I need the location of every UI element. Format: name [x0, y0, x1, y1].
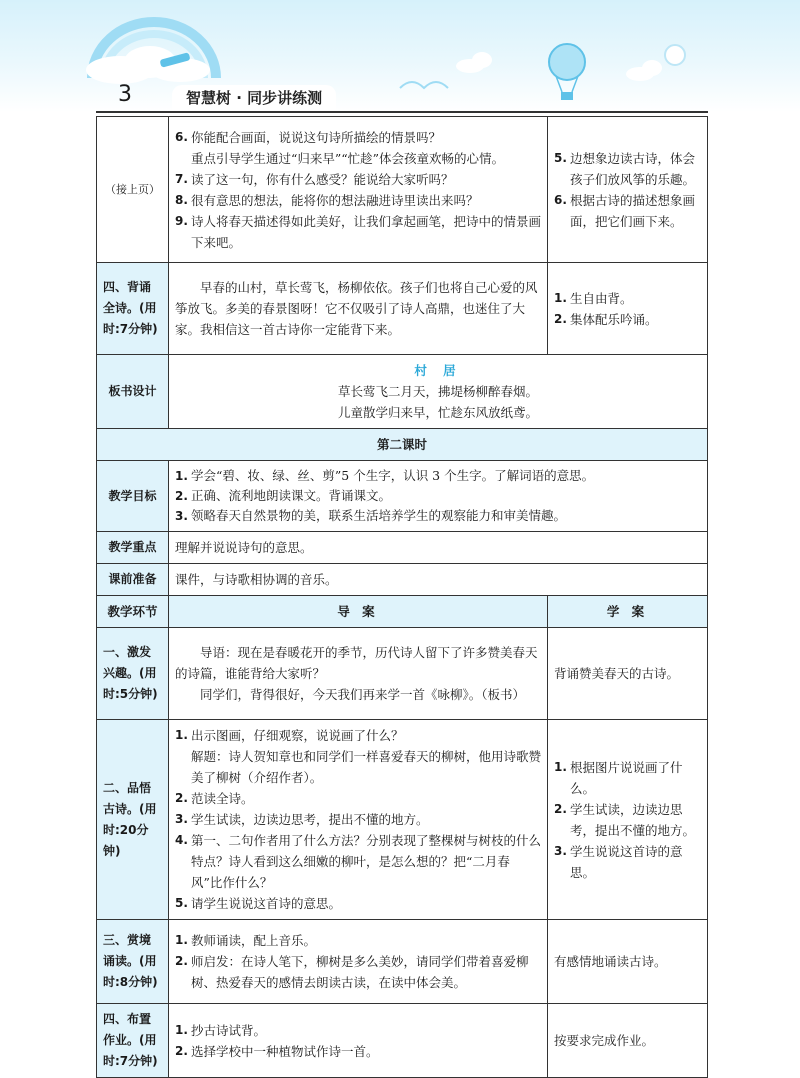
bird-icon [400, 82, 448, 88]
table-row-second-lesson [97, 429, 708, 461]
list-item: 3. 学生说说这首诗的意思。 [554, 843, 683, 880]
poem-line-2: 儿童散学归来早，忙趁东风放纸鸢。 [337, 405, 538, 420]
poem-line-1: 草长莺飞二月天，拂堤杨柳醉春烟。 [337, 384, 538, 399]
list-item: 7. 读了这一句，你有什么感受？能说给大家听吗？ [175, 171, 454, 187]
table-row-continued [97, 117, 708, 263]
hot-air-balloon-icon [549, 44, 585, 100]
list-item: 1. 出示图画，仔细观察，说说画了什么？ [175, 728, 404, 743]
step4-guide [169, 1004, 548, 1078]
step1-label: 一、激发兴趣。(用时:5分钟) [97, 628, 169, 720]
step2-guide [169, 720, 548, 920]
focus-label: 教学重点 [97, 532, 169, 564]
list-item: 6. 根据古诗的描述想象画面，把它们画下来。 [554, 192, 696, 229]
list-item: 解题：诗人贺知章也和同学们一样喜爱春天的柳树，他用诗歌赞美了柳树（介绍作者）。 [191, 749, 542, 785]
step2-label: 二、品悟古诗。(用时:20分钟) [97, 720, 169, 920]
list-item: 3. 领略春天自然景物的美，联系生活培养学生的观察能力和审美情趣。 [175, 508, 567, 523]
table-row-step4 [97, 1004, 708, 1078]
list-item: 2. 选择学校中一种植物试作诗一首。 [175, 1043, 379, 1059]
recite-guide: 早春的山村，草长莺飞，杨柳依依。孩子们也将自己心爱的风筝放飞。多美的春景图呀！它不仅吸引了诗人高鼎，也迷住了大家。我相信这一首古诗你一定能背下来。 [169, 263, 548, 355]
list-item: 1. 抄古诗试背。 [175, 1022, 267, 1038]
table-header-row [97, 596, 708, 628]
table-row-step3 [97, 920, 708, 1004]
poem-title: 村 居 [414, 363, 462, 378]
list-item: 3. 学生试读，边读边思考，提出不懂的地方。 [175, 812, 429, 827]
column-guide: 导 案 [169, 596, 548, 628]
list-item: 1. 学会“碧、妆、绿、丝、剪”5 个生字，认识 3 个生字。了解词语的意思。 [175, 468, 595, 483]
list-item: 重点引导学生通过“归来早”“忙趁”体会孩童欢畅的心情。 [191, 150, 505, 166]
header-rule [96, 111, 708, 113]
focus-text: 理解并说说诗句的意思。 [169, 532, 708, 564]
list-item: 5. 边想象边读古诗，体会孩子们放风筝的乐趣。 [554, 150, 696, 187]
list-item: 2. 范读全诗。 [175, 791, 254, 806]
recite-label: 四、背诵全诗。(用时:7分钟) [97, 263, 169, 355]
list-item: 2. 学生试读，边读边思考，提出不懂的地方。 [554, 801, 696, 838]
page-header [0, 0, 800, 112]
table-row-focus [97, 532, 708, 564]
continued-label: （接上页） [97, 117, 169, 263]
step4-label: 四、布置作业。(用时:7分钟) [97, 1004, 169, 1078]
table-row-goals [97, 461, 708, 532]
prep-text: 课件，与诗歌相协调的音乐。 [169, 564, 708, 596]
continued-guide [169, 117, 548, 263]
list-item: 5. 请学生说说这首诗的意思。 [175, 896, 342, 911]
list-item: 8. 很有意思的想法，能将你的想法融进诗里读出来吗？ [175, 192, 479, 208]
table-row-step2 [97, 720, 708, 920]
list-item: 9. 诗人将春天描述得如此美好，让我们拿起画笔，把诗中的情景画下来吧。 [175, 213, 542, 250]
continued-study [548, 117, 708, 263]
list-item: 2. 集体配乐吟诵。 [554, 311, 658, 327]
table-row-board [97, 355, 708, 429]
list-item: 2. 正确、流利地朗读课文。背诵课文。 [175, 488, 392, 503]
sun-icon [665, 45, 685, 65]
book-title: 智慧树 · 同步讲练测 [172, 85, 336, 111]
prep-label: 课前准备 [97, 564, 169, 596]
goals-list [169, 461, 708, 532]
second-lesson-heading: 第二课时 [97, 429, 708, 461]
list-item: 1. 根据图片说说画了什么。 [554, 759, 683, 796]
step1-guide: 导语：现在是春暖花开的季节，历代诗人留下了许多赞美春天的诗篇，谁能背给大家听？ 同学们，背得很好，今天我们再来学一首《咏柳》。（板书） [169, 628, 548, 720]
list-item: 4. 第一、二句作者用了什么方法？分别表现了整棵树与树枝的什么特点？诗人看到这么细嫩的柳叶，是怎么想的？把“二月春风”比作什么？ [175, 833, 542, 890]
board-label: 板书设计 [97, 355, 169, 429]
column-step: 教学环节 [97, 596, 169, 628]
column-study: 学 案 [548, 596, 708, 628]
list-item: 1. 教师诵读，配上音乐。 [175, 933, 317, 948]
step3-guide [169, 920, 548, 1004]
table-row-recite [97, 263, 708, 355]
step3-study: 有感情地诵读古诗。 [548, 920, 708, 1004]
board-design [169, 355, 708, 429]
table-row-step1 [97, 628, 708, 720]
lesson-plan-table [96, 116, 708, 1078]
recite-study [548, 263, 708, 355]
table-row-prep [97, 564, 708, 596]
list-item: 2. 师启发：在诗人笔下，柳树是多么美妙，请同学们带着喜爱柳树、热爱春天的感情去朗读古读，在读中体会美。 [175, 954, 529, 990]
step2-study [548, 720, 708, 920]
goals-label: 教学目标 [97, 461, 169, 532]
step4-study: 按要求完成作业。 [548, 1004, 708, 1078]
page-number: 3 [118, 82, 132, 107]
list-item: 1. 生自由背。 [554, 290, 633, 306]
step1-study: 背诵赞美春天的古诗。 [548, 628, 708, 720]
step3-label: 三、赏境诵读。(用时:8分钟) [97, 920, 169, 1004]
list-item: 6. 你能配合画面，说说这句诗所描绘的情景吗？ [175, 129, 442, 145]
